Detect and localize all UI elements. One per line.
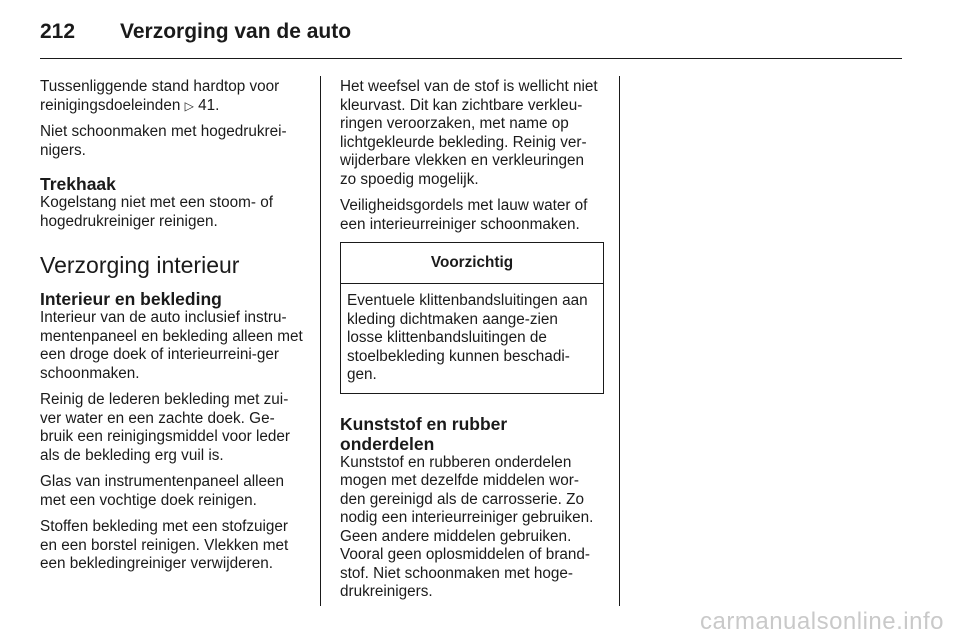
paragraph-weefsel: Het weefsel van de stof is wellicht niet kleurvast. Dit kan zichtbare verkleu-ringen veroorzaken, met name op lichtgekleurde bekleding. Reinig ver-wijderbare vlekken en verkleuringen zo spoedig mogelijk.	[340, 78, 598, 188]
watermark: carmanualsonline.info	[700, 608, 944, 635]
caution-title: Voorzichtig	[341, 243, 603, 284]
column-divider-1	[320, 76, 321, 606]
paragraph-stoffen: Stoffen bekleding met een stofzuiger en een borstel reinigen. Vlekken met een bekledingreiniger verwijderen.	[40, 518, 289, 572]
column-right	[340, 78, 604, 610]
column-left	[40, 78, 306, 582]
paragraph-trekhaak: Kogelstang niet met een stoom- of hogedrukreiniger reinigen.	[40, 194, 273, 230]
page-header	[40, 14, 351, 50]
paragraph-hardtop: Tussenliggende stand hardtop voor reinigingsdoeleinden ▷ 41.	[40, 78, 280, 114]
paragraph-hogedruk: Niet schoonmaken met hogedrukrei-nigers.	[40, 123, 287, 159]
caution-text: Eventuele klittenbandsluitingen aan kleding dichtmaken aange-zien losse klittenbandsluitingen de stoelbekleding kunnen beschadi-gen.	[347, 292, 588, 383]
heading-interieur-bekleding: Interieur en bekleding	[40, 289, 222, 309]
header-rule	[40, 58, 902, 59]
column-divider-2	[619, 76, 620, 606]
paragraph-interieur: Interieur van de auto inclusief instru-mentenpaneel en bekleding alleen met een droge doek of interieurreini-ger schoonmaken.	[40, 309, 303, 382]
paragraph-glas: Glas van instrumentenpaneel alleen met een vochtige doek reinigen.	[40, 473, 285, 509]
caution-box	[340, 242, 604, 394]
page-reference-arrow-icon: ▷	[184, 98, 194, 113]
paragraph-gordels: Veiligheidsgordels met lauw water of een interieurreiniger schoonmaken.	[340, 197, 588, 233]
page-number: 212	[40, 20, 76, 43]
section-heading: Verzorging interieur	[40, 252, 240, 278]
heading-trekhaak: Trekhaak	[40, 174, 116, 194]
paragraph-kunststof: Kunststof en rubberen onderdelen mogen met dezelfde middelen wor-den gereinigd als de carrosserie. Zo nodig een interieurreiniger gebruiken. Geen andere middelen gebruiken. Vooral geen oplosmiddelen of brand-stof. Niet schoonmaken met hoge-drukreinigers.	[340, 453, 594, 600]
page-title: Verzorging van de auto	[120, 20, 352, 43]
heading-kunststof: Kunststof en rubber onderdelen	[340, 413, 508, 454]
paragraph-leder: Reinig de lederen bekleding met zui-ver water en een zachte doek. Ge-bruik een reinigingsmiddel voor leder als de bekleding erg vuil is.	[40, 391, 290, 464]
page-reference: 41.	[193, 96, 220, 114]
